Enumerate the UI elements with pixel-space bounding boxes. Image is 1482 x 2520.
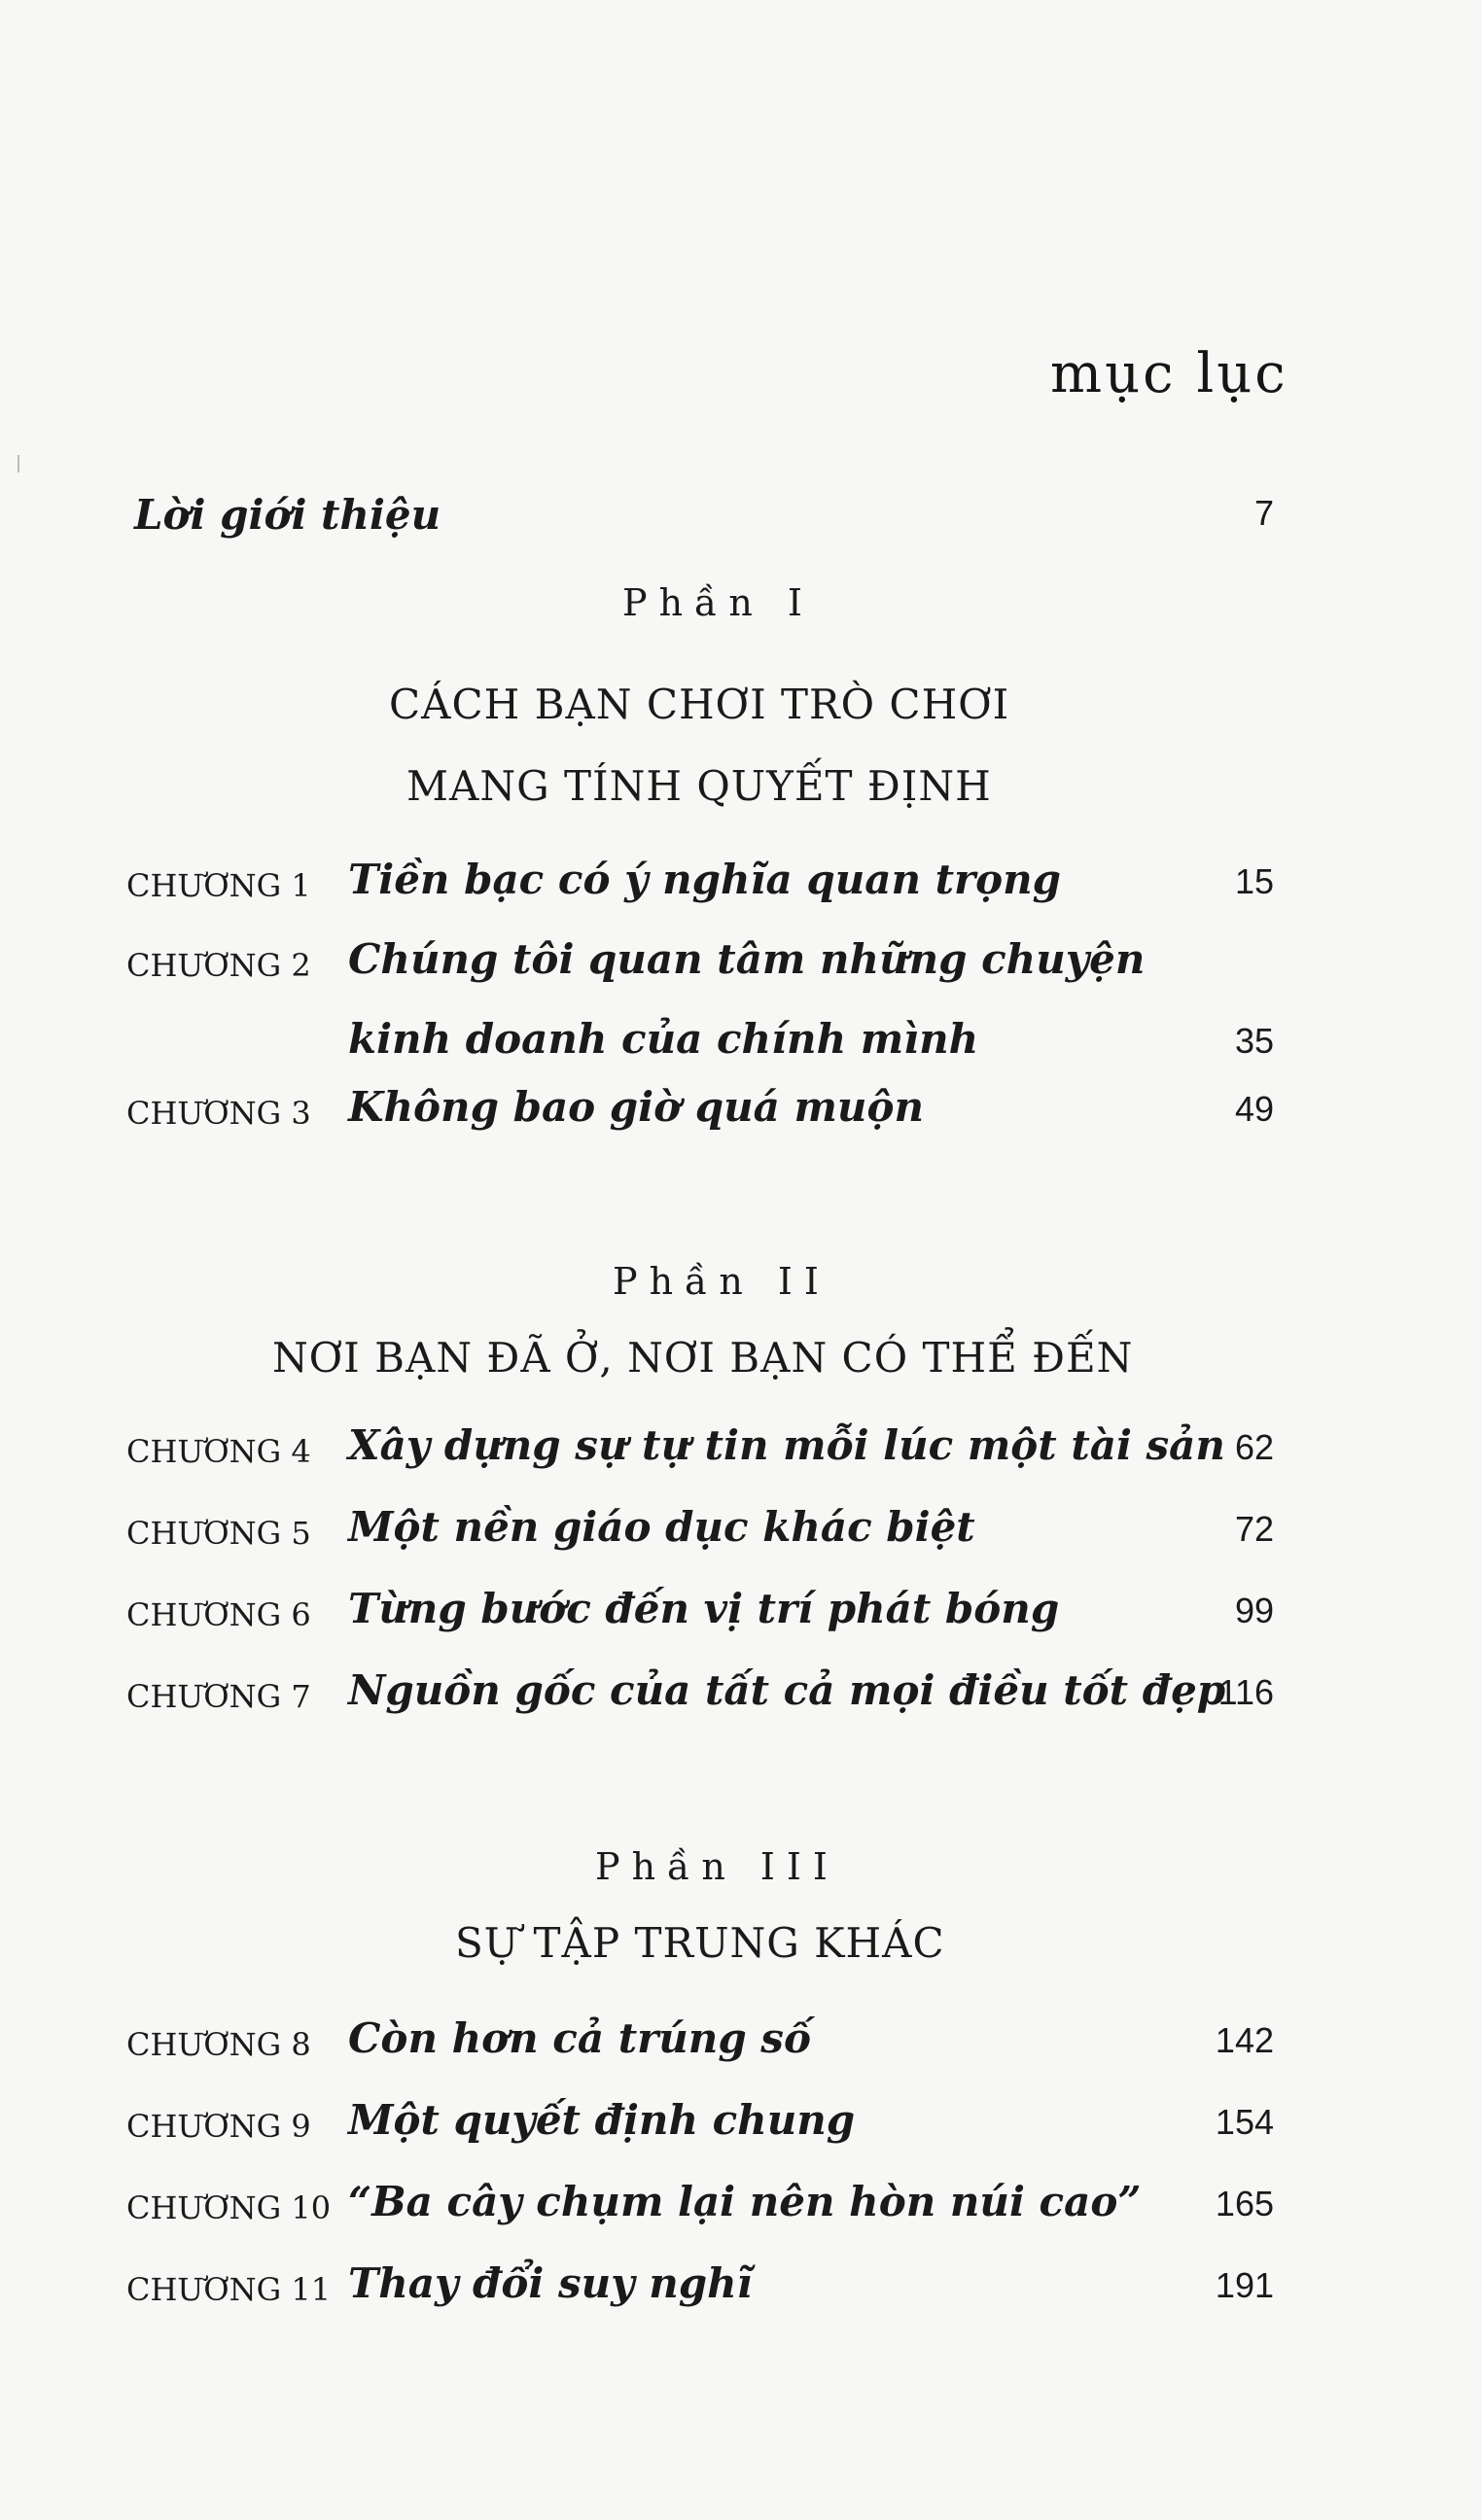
chapter-page-number: 154 — [1215, 2102, 1274, 2142]
chapter-title: Còn hơn cả trúng số — [348, 2014, 811, 2062]
chapter-title: Không bao giờ quá muộn — [348, 1083, 925, 1131]
chapter-label: CHƯƠNG 7 — [126, 1678, 311, 1715]
intro-title: Lời giới thiệu — [134, 491, 441, 539]
part-3-title-line-1: SỰ TẬP TRUNG KHÁC — [455, 1919, 945, 1967]
chapter-page-number: 165 — [1215, 2184, 1274, 2223]
toc-entry-chapter-10[interactable] — [126, 2178, 1274, 2236]
chapter-title: Chúng tôi quan tâm những chuyện — [348, 935, 1146, 983]
chapter-label: CHƯƠNG 3 — [126, 1095, 311, 1132]
page-edge-mark — [18, 455, 19, 472]
chapter-label: CHƯƠNG 4 — [126, 1433, 311, 1470]
part-3-label: Phần III — [595, 1845, 839, 1888]
chapter-label: CHƯƠNG 5 — [126, 1515, 311, 1552]
part-1-title-line-2: MANG TÍNH QUYẾT ĐỊNH — [406, 762, 992, 810]
chapter-label: CHƯƠNG 1 — [126, 867, 311, 904]
part-2-title-line-1: NƠI BẠN ĐÃ Ở, NƠI BẠN CÓ THỂ ĐẾN — [272, 1334, 1134, 1382]
chapter-page-number: 35 — [1234, 1021, 1274, 1061]
chapter-page-number: 15 — [1234, 861, 1274, 901]
chapter-page-number: 62 — [1234, 1427, 1274, 1467]
chapter-title: Một nền giáo dục khác biệt — [348, 1503, 975, 1551]
toc-entry-intro[interactable] — [134, 491, 1274, 559]
chapter-page-number: 49 — [1234, 1089, 1274, 1129]
chapter-page-number: 72 — [1234, 1509, 1274, 1549]
chapter-title: Thay đổi suy nghĩ — [348, 2259, 753, 2307]
toc-entry-chapter-2[interactable] — [126, 935, 1274, 1073]
chapter-title-line-2: kinh doanh của chính mình — [348, 1015, 979, 1063]
toc-entry-chapter-8[interactable] — [126, 2014, 1274, 2073]
chapter-label: CHƯƠNG 2 — [126, 947, 311, 984]
chapter-title: “Ba cây chụm lại nên hòn núi cao” — [348, 2178, 1142, 2225]
chapter-title: Tiền bạc có ý nghĩa quan trọng — [348, 856, 1062, 903]
part-2-label: Phần II — [613, 1260, 830, 1303]
part-1-label: Phần I — [622, 581, 814, 624]
toc-entry-chapter-5[interactable] — [126, 1503, 1274, 1561]
toc-entry-chapter-1[interactable] — [126, 856, 1274, 914]
chapter-title: Nguồn gốc của tất cả mọi điều tốt đẹp — [348, 1666, 1226, 1714]
chapter-label: CHƯƠNG 11 — [126, 2271, 332, 2308]
chapter-title: Một quyết định chung — [348, 2096, 856, 2144]
chapter-label: CHƯƠNG 6 — [126, 1596, 311, 1633]
toc-entry-chapter-7[interactable] — [126, 1666, 1274, 1725]
chapter-title: Xây dựng sự tự tin mỗi lúc một tài sản — [348, 1421, 1225, 1469]
chapter-label: CHƯƠNG 10 — [126, 2189, 332, 2226]
chapter-label: CHƯƠNG 8 — [126, 2026, 311, 2063]
toc-heading: mục lục — [1050, 342, 1288, 405]
chapter-title: Từng bước đến vị trí phát bóng — [348, 1585, 1060, 1632]
part-1-title-line-1: CÁCH BẠN CHƠI TRÒ CHƠI — [389, 681, 1010, 728]
toc-entry-chapter-9[interactable] — [126, 2096, 1274, 2154]
chapter-label: CHƯƠNG 9 — [126, 2108, 311, 2145]
intro-page-number: 7 — [1253, 493, 1274, 533]
toc-entry-chapter-11[interactable] — [126, 2259, 1274, 2318]
toc-entry-chapter-4[interactable] — [126, 1421, 1274, 1480]
chapter-page-number: 116 — [1217, 1672, 1274, 1712]
toc-entry-chapter-3[interactable] — [126, 1083, 1274, 1141]
chapter-page-number: 191 — [1215, 2265, 1274, 2305]
toc-entry-chapter-6[interactable] — [126, 1585, 1274, 1643]
chapter-page-number: 99 — [1234, 1591, 1274, 1630]
chapter-page-number: 142 — [1215, 2020, 1274, 2060]
